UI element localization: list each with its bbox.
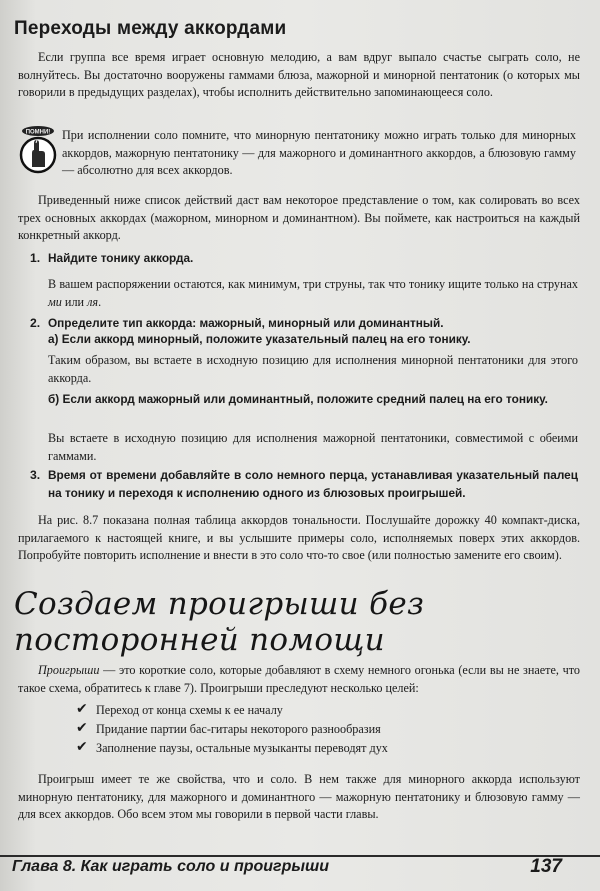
list-item: ✔ Переход от конца схемы к ее началу — [76, 701, 283, 717]
section-heading: Переходы между аккордами — [14, 18, 287, 39]
page-number: 137 — [530, 856, 562, 877]
step-2b-title: б) Если аккорд мажорный или доминантный, положите средний палец на его тонику. — [48, 392, 548, 406]
remember-label: ПОМНИ! — [25, 129, 51, 136]
remember-note: При исполнении соло помните, что минорную пентатонику можно играть только для минорных аккордов, мажорную пентатонику — для мажорного и доминантного аккордов, а блюзовую гамму — абсолютно для всех аккордов. — [62, 128, 576, 177]
remember-hand-icon — [16, 125, 60, 177]
list-item: ✔ Придание партии бас-гитары некоторого разнообразия — [76, 720, 381, 736]
step-2b-body: Вы встаете в исходную позицию для исполнения мажорной пентатоники, совместимой с обеими гаммами. — [48, 431, 578, 463]
section2-intro: Проигрыши — это короткие соло, которые добавляют в схему немного огонька (если вы не знаете, что такое схема, обратитесь к главе 7). Проигрыши преследуют несколько целей: — [18, 663, 580, 695]
intro-paragraph: Если группа все время играет основную мелодию, а вам вдруг выпало счастье сыграть соло, не волнуйтесь. Вы достаточно вооружены гаммами блюза, мажорной и минорной пентатоник (о которых мы говорили в предыдущих разделах), чтобы исполнить действительно запоминающееся соло. — [18, 50, 580, 99]
step-1-title: 1. Найдите тонику аккорда. — [30, 251, 194, 265]
list-item: ✔ Заполнение паузы, остальные музыканты переводят дух — [76, 739, 388, 755]
lead-paragraph: Приведенный ниже список действий даст вам некоторое представление о том, как солировать во всех трех основных аккордах (мажорном, минорном и доминантном). Вы поймете, как настроиться на каждый конкретный аккорд. — [18, 193, 580, 242]
step-2a-body: Таким образом, вы встаете в исходную позицию для исполнения минорной пентатоники для этого аккорда. — [48, 353, 578, 385]
section2-heading: Создаем проигрыши без посторонней помощи — [14, 586, 425, 658]
step-3: 3. Время от времени добавляйте в соло немного перца, устанавливая указательный палец на тонику и переходя к исполнению одного из блюзовых проигрышей. — [30, 468, 578, 500]
step-2a-title: а) Если аккорд минорный, положите указательный палец на его тонику. — [48, 332, 471, 346]
checkmark-icon: ✔ — [76, 720, 88, 736]
closing-paragraph: На рис. 8.7 показана полная таблица аккордов тональности. Послушайте дорожку 40 компакт-диска, прилагаемого к настоящей книге, и вы услышите примеры соло, исполняемых поверх этих аккордов. Попробуйте повторить исполнение и внести в это соло что-то свое (или полностью замените его своим). — [18, 513, 580, 562]
bullet-list — [76, 701, 388, 758]
step-2-title: 2. Определите тип аккорда: мажорный, минорный или доминантный. — [30, 316, 444, 330]
checkmark-icon: ✔ — [76, 739, 88, 755]
step-1-body: В вашем распоряжении остаются, как минимум, три струны, так что тонику ищите только на струнах ми или ля. — [48, 277, 578, 309]
footer-chapter-title: Глава 8. Как играть соло и проигрыши — [12, 858, 330, 875]
checkmark-icon: ✔ — [76, 701, 88, 717]
footer-divider — [0, 855, 600, 857]
section2-closing: Проигрыш имеет те же свойства, что и соло. В нем также для минорного аккорда используют минорную пентатонику, для мажорного и доминантного — мажорную пентатонику и блюзовую гамму — для всех аккордов. Обо всем этом мы говорили в первой части главы. — [18, 772, 580, 821]
